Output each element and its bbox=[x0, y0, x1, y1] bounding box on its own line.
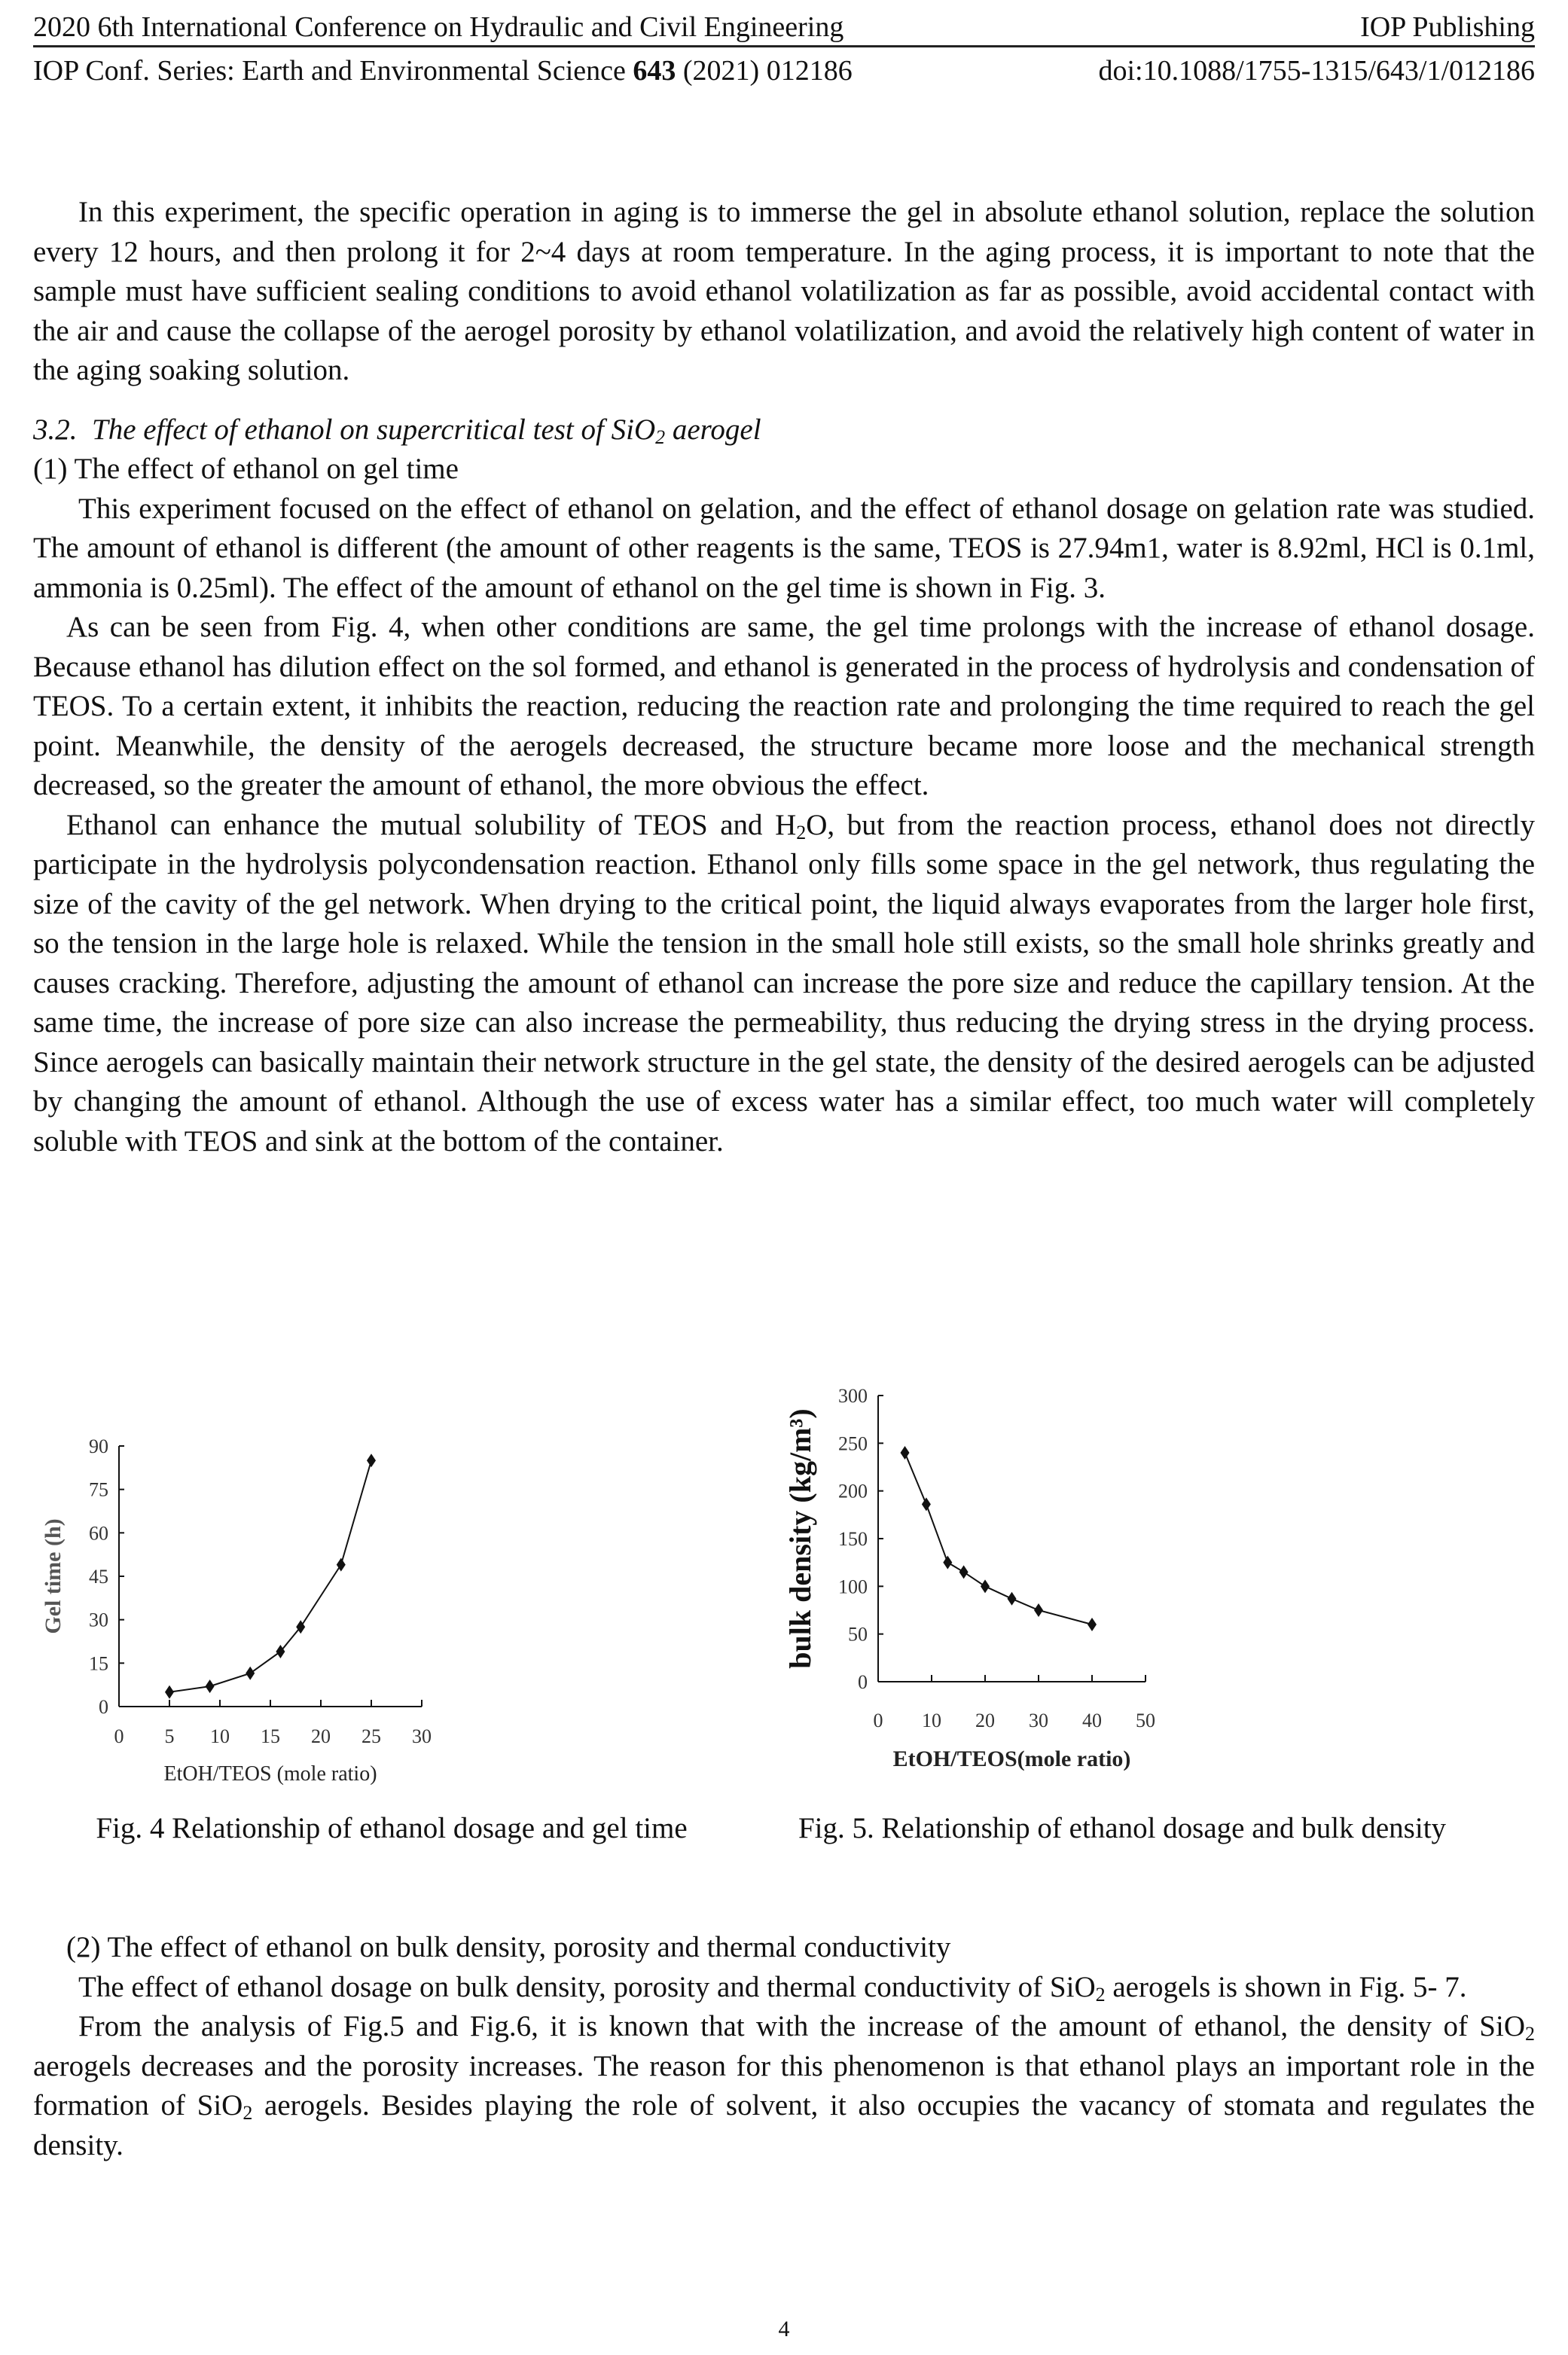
svg-text:EtOH/TEOS (mole ratio): EtOH/TEOS (mole ratio) bbox=[163, 1762, 377, 1786]
paragraph-gel-3: Ethanol can enhance the mutual solubility of TEOS and $H_2O$, but from the reaction process, ethanol does not directly participate in the hydrolysis polycondensation reaction. Ethanol only fills some space in the gel network, thus regulating the size of the cavity of the gel network. When drying to the critical point, the liquid always evaporates from the larger hole first, so the tension in the large hole is relaxed. While the tension in the small hole still exists, so the small hole shrinks greatly and causes cracking. Therefore, adjusting the amount of ethanol can increase the pore size and reduce the capillary tension. At the same time, the increase of pore size can also increase the permeability, thus reducing the drying stress in the drying process. Since aerogels can basically maintain their network structure in the gel state, the density of the desired aerogels can be adjusted by changing the amount of ethanol. Although the use of excess water has a similar effect, too much water will completely soluble with TEOS and sink at the bottom of the container. bbox=[33, 808, 1535, 1158]
svg-text:30: 30 bbox=[89, 1609, 108, 1631]
svg-text:100: 100 bbox=[838, 1576, 868, 1598]
svg-text:30: 30 bbox=[1029, 1710, 1048, 1731]
svg-text:10: 10 bbox=[210, 1725, 230, 1747]
svg-text:15: 15 bbox=[89, 1652, 108, 1675]
svg-text:0: 0 bbox=[99, 1696, 108, 1718]
subheading-bulk-density: (2) The effect of ethanol on bulk density, porosity and thermal conductivity bbox=[66, 1931, 951, 1963]
svg-text:60: 60 bbox=[89, 1522, 108, 1545]
svg-text:0: 0 bbox=[114, 1725, 124, 1747]
svg-text:20: 20 bbox=[311, 1725, 331, 1747]
series-info: IOP Conf. Series: Earth and Environmental Science 643 (2021) 012186 bbox=[33, 55, 853, 87]
section-heading: 3.2. The effect of ethanol on supercritical test of SiO$_2$ aerogel bbox=[33, 413, 761, 448]
fig5-caption: Fig. 5. Relationship of ethanol dosage and bulk density bbox=[798, 1812, 1447, 1844]
doi[interactable]: doi:10.1088/1755-1315/643/1/012186 bbox=[1098, 55, 1535, 87]
paragraph-bulk-1: The effect of ethanol dosage on bulk density, porosity and thermal conductivity of SiO$_2$ aerogels is shown in Fig. 5- 7. bbox=[78, 1970, 1467, 2006]
svg-text:EtOH/TEOS(mole ratio): EtOH/TEOS(mole ratio) bbox=[892, 1746, 1131, 1771]
svg-text:5: 5 bbox=[164, 1725, 175, 1747]
svg-text:15: 15 bbox=[261, 1725, 280, 1747]
svg-text:90: 90 bbox=[89, 1435, 108, 1457]
svg-text:45: 45 bbox=[89, 1566, 108, 1588]
svg-text:300: 300 bbox=[838, 1386, 868, 1407]
series-header bbox=[33, 54, 1535, 87]
paragraph-aging: In this experiment, the specific operation in aging is to immerse the gel in absolute ethanol solution, replace the solution every 12 hours, and then prolong it for 2~4 days at room temperature. In the aging process, it is important to note that the sample must have sufficient sealing conditions to avoid ethanol volatilization as far as possible, avoid accidental contact with the air and cause the collapse of the aerogel porosity by ethanol volatilization, and avoid the relatively high content of water in the aging soaking solution. bbox=[33, 196, 1535, 386]
conference-name: 2020 6th International Conference on Hydraulic and Civil Engineering bbox=[33, 11, 844, 43]
page-number: 4 bbox=[778, 2317, 790, 2341]
paragraph-gel-1: This experiment focused on the effect of ethanol on gelation, and the effect of ethanol dosage on gelation rate was studied. The amount of ethanol is different (the amount of other reagents is the same, TEOS is 27.94m1, water is 8.92ml, HCl is 0.1ml, ammonia is 0.25ml). The effect of the amount of ethanol on the gel time is shown in Fig. 3. bbox=[33, 492, 1535, 604]
svg-text:20: 20 bbox=[975, 1710, 995, 1731]
fig4-caption: Fig. 4 Relationship of ethanol dosage and gel time bbox=[96, 1812, 688, 1844]
svg-text:200: 200 bbox=[838, 1480, 868, 1502]
svg-text:10: 10 bbox=[922, 1710, 941, 1731]
svg-text:40: 40 bbox=[1082, 1710, 1102, 1731]
subheading-gel-time: (1) The effect of ethanol on gel time bbox=[33, 453, 459, 485]
svg-text:75: 75 bbox=[89, 1478, 108, 1501]
header-rule bbox=[33, 45, 1535, 47]
volume-number: 643 bbox=[633, 55, 676, 87]
svg-text:Gel time (h): Gel time (h) bbox=[41, 1518, 66, 1634]
svg-text:25: 25 bbox=[361, 1725, 381, 1747]
svg-text:150: 150 bbox=[838, 1528, 868, 1550]
svg-text:250: 250 bbox=[838, 1432, 868, 1455]
fig4-chart bbox=[30, 1416, 708, 1807]
fig5-chart bbox=[783, 1386, 1461, 1807]
svg-text:bulk density (kg/m³): bulk density (kg/m³) bbox=[783, 1408, 817, 1669]
running-header bbox=[33, 11, 1535, 44]
paragraph-bulk-2: From the analysis of Fig.5 and Fig.6, it is known that with the increase of the amount of ethanol, the density of SiO$_2$ aerogels decreases and the porosity increases. The reason for this phenomenon is that ethanol plays an important role in the formation of SiO$_2$ aerogels. Besides playing the role of solvent, it also occupies the vacancy of stomata and regulates the density. bbox=[33, 2010, 1535, 2161]
body-upper bbox=[33, 193, 1535, 1161]
svg-text:0: 0 bbox=[858, 1671, 868, 1693]
publisher-name: IOP Publishing bbox=[1360, 11, 1535, 43]
svg-text:30: 30 bbox=[412, 1725, 432, 1747]
svg-text:0: 0 bbox=[873, 1710, 883, 1731]
svg-text:50: 50 bbox=[848, 1623, 868, 1646]
paragraph-gel-2: As can be seen from Fig. 4, when other conditions are same, the gel time prolongs with the increase of ethanol dosage. Because ethanol has dilution effect on the sol formed, and ethanol is generated in the process of hydrolysis and condensation of TEOS. To a certain extent, it inhibits the reaction, reducing the reaction rate and prolonging the time required to reach the gel point. Meanwhile, the density of the aerogels decreased, the structure became more loose and the mechanical strength decreased, so the greater the amount of ethanol, the more obvious the effect. bbox=[33, 611, 1535, 801]
svg-text:50: 50 bbox=[1136, 1710, 1155, 1731]
body-lower bbox=[33, 1928, 1535, 2165]
